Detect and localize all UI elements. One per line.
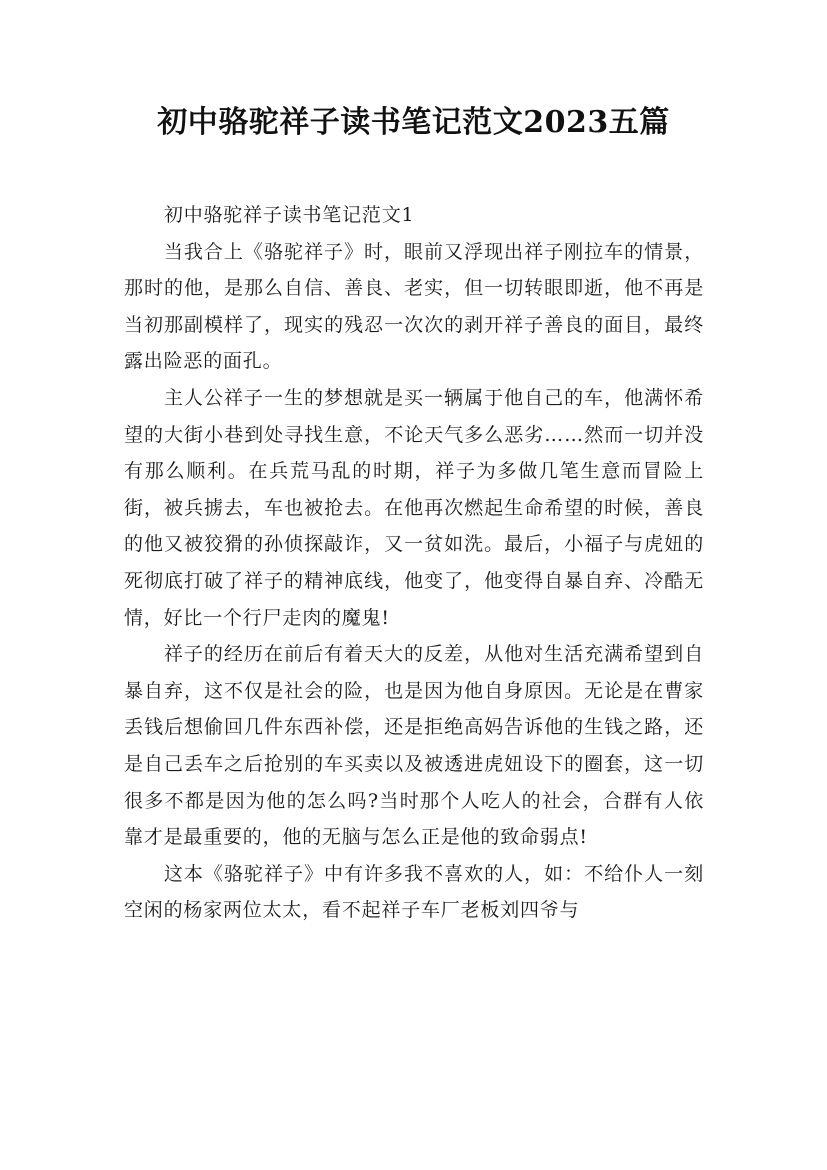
paragraph-1: 当我合上《骆驼祥子》时，眼前又浮现出祥子刚拉车的情景，那时的他，是那么自信、善良、老实，但一切转眼即逝，他不再是当初那副模样了，现实的残忍一次次的剥开祥子善良的面目，最终露出险恶的面孔。 <box>124 240 704 373</box>
paragraph-4: 这本《骆驼祥子》中有许多我不喜欢的人，如：不给仆人一刻空闲的杨家两位太太，看不起祥子车厂老板刘四爷与 <box>124 862 704 922</box>
paragraph-3: 祥子的经历在前后有着天大的反差，从他对生活充满希望到自暴自弃，这不仅是社会的险，也是因为他自身原因。无论是在曹家丢钱后想偷回几件东西补偿，还是拒绝高妈告诉他的生钱之路，还是自己丢车之后抢别的车买卖以及被透进虎妞设下的圈套，这一切很多不都是因为他的怎么吗?当时那个人吃人的社会，合群有人依靠才是最重要的，他的无脑与怎么正是他的致命弱点! <box>124 643 704 849</box>
paragraph-2: 主人公祥子一生的梦想就是买一辆属于他自己的车，他满怀希望的大街小巷到处寻找生意，不论天气多么恶劣……然而一切并没有那么顺利。在兵荒马乱的时期，祥子为多做几笔生意而冒险上街，被兵掳去，车也被抢去。在他再次燃起生命希望的时候，善良的他又被狡猾的孙侦探敲诈，又一贫如洗。最后，小福子与虎妞的死彻底打破了祥子的精神底线，他变了，他变得自暴自弃、冷酷无情，好比一个行尸走肉的魔鬼! <box>124 386 704 629</box>
document-title: 初中骆驼祥子读书笔记范文2023五篇 <box>157 105 670 140</box>
section-heading: 初中骆驼祥子读书笔记范文1 <box>163 204 415 226</box>
document-body <box>124 197 704 929</box>
